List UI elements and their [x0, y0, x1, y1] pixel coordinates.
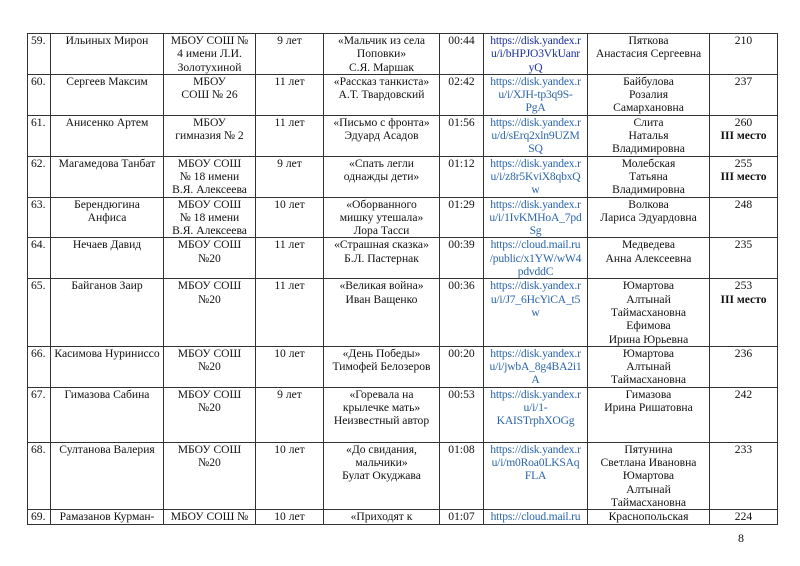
work-title: «Оборванного мишку утешала» Лора Тасси	[339, 197, 424, 238]
school: МБОУ СОШ №20	[177, 279, 242, 306]
score: 233	[734, 442, 753, 456]
video-link[interactable]: https://disk.yandex.r u/i/1IvKMHoA_7pd Sg	[489, 197, 582, 238]
row-number: 63.	[31, 197, 46, 211]
video-link[interactable]: https://cloud.mail.ru	[490, 510, 581, 524]
participant-name-cell	[51, 238, 164, 279]
table-row	[28, 510, 778, 525]
age: 9 лет	[277, 387, 302, 401]
video-link[interactable]: https://cloud.mail.ru /public/x1YW/wW4 pdvddC	[489, 238, 582, 279]
score-cell	[710, 197, 778, 238]
row-number: 62.	[31, 156, 46, 170]
video-link-cell[interactable]	[484, 510, 588, 525]
video-link-cell[interactable]	[484, 197, 588, 238]
school: МБОУ СОШ №20	[177, 346, 242, 374]
score: 253	[734, 279, 753, 293]
score: 235	[734, 238, 753, 252]
teacher: Слита Наталья Владимировна	[612, 115, 685, 156]
participant-name-cell	[51, 279, 164, 346]
table-row	[28, 442, 778, 509]
work-title-cell	[324, 74, 440, 115]
age-cell	[256, 387, 324, 442]
table-row	[28, 197, 778, 238]
teacher-cell	[588, 156, 710, 197]
work-title: «Мальчик из села Поповки» С.Я. Маршак	[337, 34, 426, 74]
row-number-cell	[28, 115, 51, 156]
age: 10 лет	[274, 510, 305, 524]
participant-name: Анисенко Артем	[65, 115, 149, 129]
row-number-cell	[28, 34, 51, 75]
age-cell	[256, 238, 324, 279]
participant-name: Нечаев Давид	[72, 238, 142, 252]
school-cell	[164, 346, 256, 387]
duration: 01:07	[448, 510, 475, 524]
duration-cell	[440, 115, 484, 156]
work-title: «Горевала на крылечке мать» Неизвестный автор	[333, 387, 430, 428]
teacher: Юмартова Алтынай Таймасхановна Ефимова Ирина Юрьевна	[608, 279, 689, 346]
work-title-cell	[324, 346, 440, 387]
score-cell	[710, 156, 778, 197]
score-cell	[710, 279, 778, 346]
score: 236	[734, 346, 753, 360]
teacher-cell	[588, 238, 710, 279]
work-title: «Письмо с фронта» Эдуард Асадов	[333, 115, 430, 143]
work-title: «Рассказ танкиста» А.Т. Твардовский	[333, 74, 430, 102]
participant-name: Сергеев Максим	[66, 74, 148, 88]
duration: 01:29	[448, 197, 475, 211]
row-number-cell	[28, 197, 51, 238]
participant-name-cell	[51, 442, 164, 509]
work-title: «Спать легли однажды дети»	[343, 156, 420, 183]
row-number: 61.	[31, 115, 46, 129]
teacher-cell	[588, 387, 710, 442]
teacher-cell	[588, 74, 710, 115]
duration: 00:20	[448, 346, 475, 360]
school: МБОУ СОШ №20	[177, 387, 242, 415]
score-cell	[710, 34, 778, 75]
page-number: 8	[738, 531, 744, 546]
age-cell	[256, 34, 324, 75]
video-link[interactable]: https://disk.yandex.r u/i/J7_6HcYiCA_t5 w	[490, 279, 581, 319]
school: МБОУ СОШ № 26	[181, 74, 238, 102]
table-row	[28, 387, 778, 442]
age-cell	[256, 115, 324, 156]
video-link-cell[interactable]	[484, 238, 588, 279]
age: 10 лет	[274, 197, 305, 211]
score: 255	[734, 156, 753, 170]
table-row	[28, 34, 778, 75]
age-cell	[256, 442, 324, 509]
work-title-cell	[324, 442, 440, 509]
row-number: 68.	[31, 442, 46, 456]
work-title-cell	[324, 279, 440, 346]
video-link[interactable]: https://disk.yandex.r u/i/m0Roa0LKSAq FLA	[490, 442, 581, 483]
video-link[interactable]: https://disk.yandex.r u/i/bHPJO3VkUanr yQ	[490, 34, 581, 74]
participant-name: Гимазова Сабина	[64, 387, 150, 401]
video-link-cell[interactable]	[484, 442, 588, 509]
row-number-cell	[28, 442, 51, 509]
duration-cell	[440, 238, 484, 279]
table-row	[28, 238, 778, 279]
teacher: Молебская Татьяна Владимировна	[612, 156, 685, 197]
participant-name: Касимова Нуриниссо	[54, 346, 160, 360]
age: 9 лет	[277, 156, 302, 170]
participant-name-cell	[51, 34, 164, 75]
table-row	[28, 346, 778, 387]
duration-cell	[440, 74, 484, 115]
participant-name-cell	[51, 346, 164, 387]
row-number-cell	[28, 387, 51, 442]
score: 242	[734, 387, 753, 401]
video-link-cell[interactable]	[484, 279, 588, 346]
school-cell	[164, 442, 256, 509]
table-row	[28, 115, 778, 156]
duration: 00:44	[448, 34, 475, 47]
score-cell	[710, 346, 778, 387]
participant-name: Берендюгина Анфиса	[74, 197, 140, 224]
teacher-cell	[588, 197, 710, 238]
duration-cell	[440, 346, 484, 387]
participant-name: Ильиных Мирон	[65, 34, 149, 47]
row-number: 65.	[31, 279, 46, 293]
school-cell	[164, 387, 256, 442]
work-title-cell	[324, 156, 440, 197]
school: МБОУ СОШ № 4 имени Л.И. Золотухиной	[170, 34, 249, 74]
duration-cell	[440, 387, 484, 442]
participant-name-cell	[51, 387, 164, 442]
participant-name-cell	[51, 115, 164, 156]
school: МБОУ СОШ № 18 имени В.Я. Алексеева	[172, 156, 247, 197]
participants-table	[27, 33, 778, 525]
school-cell	[164, 238, 256, 279]
row-number-cell	[28, 510, 51, 525]
score: 248	[734, 197, 753, 211]
score: 237	[734, 74, 753, 88]
age: 9 лет	[277, 34, 302, 47]
table-row	[28, 156, 778, 197]
work-title: «До свидания, мальчики» Булат Окуджава	[342, 442, 421, 483]
teacher: Краснопольская	[608, 510, 689, 524]
school-cell	[164, 510, 256, 525]
teacher-cell	[588, 442, 710, 509]
score: 210	[734, 34, 753, 47]
school-cell	[164, 279, 256, 346]
work-title: «Великая война» Иван Ващенко	[339, 279, 424, 306]
teacher: Байбулова Розалия Самархановна	[613, 74, 684, 115]
place-award: III место	[720, 129, 767, 143]
video-link[interactable]: https://disk.yandex.r u/i/jwbA_8g4BA2i1 A	[489, 346, 582, 387]
row-number: 59.	[31, 34, 46, 47]
table-row	[28, 279, 778, 346]
age-cell	[256, 279, 324, 346]
participant-name: Магамедова Танбат	[58, 156, 156, 170]
duration: 00:53	[448, 387, 475, 401]
participant-name-cell	[51, 197, 164, 238]
school: МБОУ гимназия № 2	[175, 115, 244, 143]
participant-name: Рамазанов Курман-	[59, 510, 155, 524]
score-cell	[710, 510, 778, 525]
video-link[interactable]: https://disk.yandex.r u/i/z8r5KviX8qbxQ w	[490, 156, 581, 197]
school-cell	[164, 197, 256, 238]
duration-cell	[440, 197, 484, 238]
work-title: «День Победы» Тимофей Белозеров	[332, 346, 431, 374]
row-number-cell	[28, 346, 51, 387]
age-cell	[256, 510, 324, 525]
row-number: 66.	[31, 346, 46, 360]
duration-cell	[440, 34, 484, 75]
score-cell	[710, 74, 778, 115]
row-number: 69.	[31, 510, 46, 524]
work-title-cell	[324, 510, 440, 525]
video-link[interactable]: https://disk.yandex.r u/i/XJH-tp3q9S- PgA	[490, 74, 581, 115]
teacher: Гимазова Ирина Ришатовна	[604, 387, 693, 415]
participant-name-cell	[51, 74, 164, 115]
work-title-cell	[324, 238, 440, 279]
duration: 01:08	[448, 442, 475, 456]
duration: 01:12	[448, 156, 475, 170]
teacher-cell	[588, 115, 710, 156]
place-award: III место	[720, 292, 767, 306]
place-award: III место	[720, 169, 767, 183]
school: МБОУ СОШ №20	[177, 238, 242, 265]
age-cell	[256, 346, 324, 387]
school: МБОУ СОШ №	[170, 510, 249, 524]
work-title-cell	[324, 197, 440, 238]
school: МБОУ СОШ №20	[177, 442, 242, 470]
age-cell	[256, 197, 324, 238]
age-cell	[256, 74, 324, 115]
duration: 02:42	[448, 74, 475, 88]
video-link-cell[interactable]	[484, 346, 588, 387]
video-link[interactable]: https://disk.yandex.r u/d/sErq2xln9UZM SQ	[490, 115, 581, 156]
teacher: Юмартова Алтынай Таймасхановна	[610, 346, 687, 387]
video-link-cell[interactable]	[484, 115, 588, 156]
participant-name-cell	[51, 156, 164, 197]
teacher: Пяткова Анастасия Сергеевна	[595, 34, 702, 61]
teacher-cell	[588, 279, 710, 346]
work-title-cell	[324, 115, 440, 156]
duration-cell	[440, 156, 484, 197]
age: 10 лет	[274, 346, 305, 360]
age: 11 лет	[274, 74, 305, 88]
teacher: Волкова Лариса Эдуардовна	[600, 197, 697, 224]
duration: 01:56	[448, 115, 475, 129]
row-number: 60.	[31, 74, 46, 88]
age: 11 лет	[274, 238, 305, 252]
work-title: «Приходят к	[350, 510, 413, 524]
school-cell	[164, 34, 256, 75]
score: 260	[734, 115, 753, 129]
teacher: Медведева Анна Алексеевна	[605, 238, 692, 265]
work-title-cell	[324, 34, 440, 75]
score-cell	[710, 387, 778, 442]
video-link-cell[interactable]	[484, 74, 588, 115]
teacher-cell	[588, 346, 710, 387]
teacher-cell	[588, 510, 710, 525]
teacher: Пятунина Светлана Ивановна Юмартова Алтынай Таймасхановна	[600, 442, 697, 509]
score-cell	[710, 238, 778, 279]
age: 10 лет	[274, 442, 305, 456]
age-cell	[256, 156, 324, 197]
teacher-cell	[588, 34, 710, 75]
video-link-cell[interactable]	[484, 156, 588, 197]
video-link[interactable]: https://disk.yandex.r u/i/1- KAISTrphXOGg	[490, 387, 581, 428]
school-cell	[164, 115, 256, 156]
work-title: «Страшная сказка» Б.Л. Пастернак	[334, 238, 429, 265]
score-cell	[710, 442, 778, 509]
duration-cell	[440, 279, 484, 346]
row-number-cell	[28, 279, 51, 346]
video-link-cell[interactable]	[484, 34, 588, 75]
duration-cell	[440, 510, 484, 525]
duration: 00:39	[448, 238, 475, 252]
school-cell	[164, 156, 256, 197]
row-number-cell	[28, 74, 51, 115]
row-number: 64.	[31, 238, 46, 252]
school-cell	[164, 74, 256, 115]
video-link-cell[interactable]	[484, 387, 588, 442]
score-cell	[710, 115, 778, 156]
score: 224	[734, 510, 753, 524]
duration-cell	[440, 442, 484, 509]
work-title-cell	[324, 387, 440, 442]
participant-name: Султанова Валерия	[59, 442, 155, 456]
participant-name-cell	[51, 510, 164, 525]
row-number: 67.	[31, 387, 46, 401]
row-number-cell	[28, 238, 51, 279]
age: 11 лет	[274, 115, 305, 129]
age: 11 лет	[274, 279, 305, 293]
participant-name: Байганов Заир	[71, 279, 143, 293]
school: МБОУ СОШ № 18 имени В.Я. Алексеева	[172, 197, 247, 238]
row-number-cell	[28, 156, 51, 197]
duration: 00:36	[448, 279, 475, 293]
table-row	[28, 74, 778, 115]
